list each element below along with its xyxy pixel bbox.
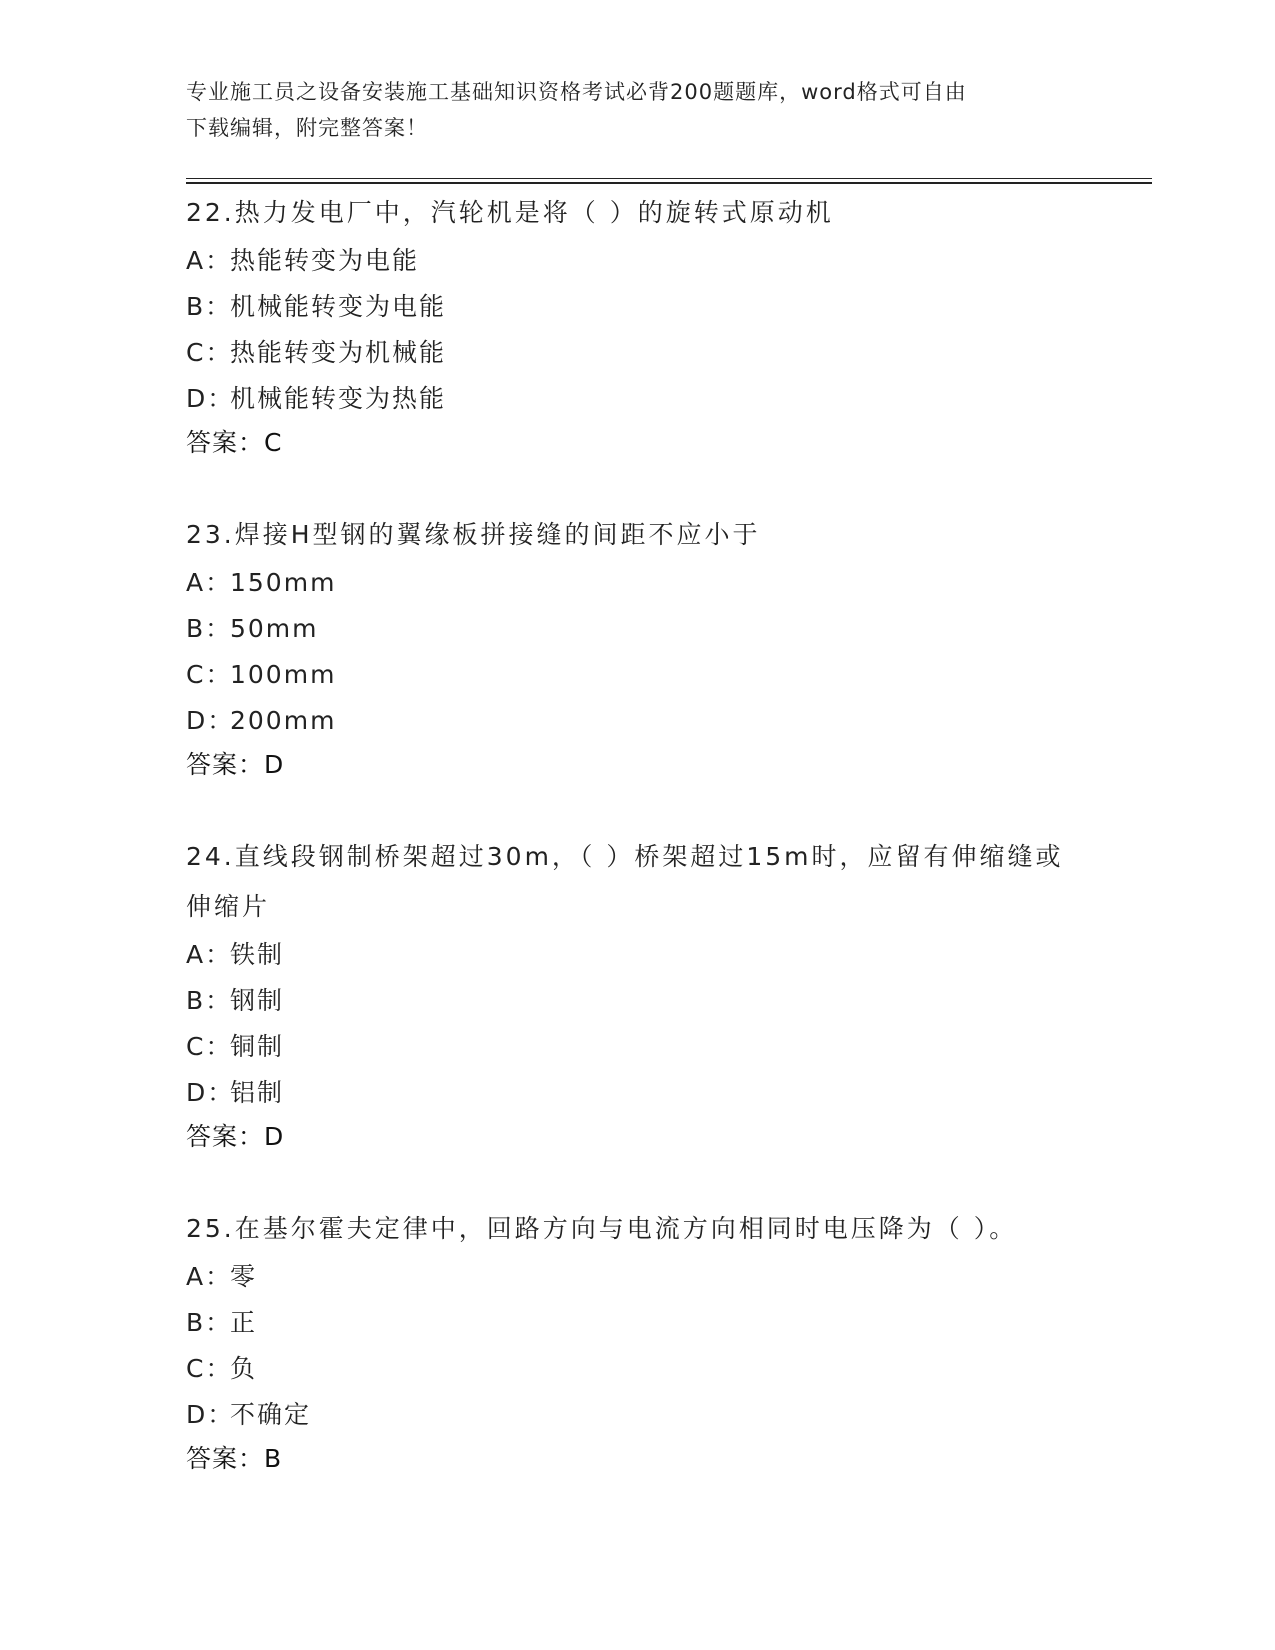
- answer-label: 答案：: [186, 750, 265, 779]
- option-letter: A：: [186, 1262, 233, 1291]
- option-c: [186, 652, 1086, 698]
- question-22: [186, 188, 1086, 464]
- question-list: [186, 188, 1086, 1526]
- option-b: [186, 606, 1086, 652]
- answer-value: B: [264, 1444, 283, 1473]
- option-c: [186, 1346, 1086, 1392]
- answer-value: D: [264, 750, 285, 779]
- option-text: 零: [230, 1262, 258, 1291]
- option-c: [186, 1024, 1086, 1070]
- option-text: 100mm: [230, 660, 337, 689]
- option-text: 热能转变为机械能: [230, 338, 447, 367]
- option-text: 负: [230, 1354, 258, 1383]
- option-d: [186, 698, 1086, 744]
- answer-line: [186, 422, 1086, 464]
- question-23: [186, 510, 1086, 786]
- answer-label: 答案：: [186, 1122, 265, 1151]
- option-b: [186, 284, 1086, 330]
- question-stem: 23.焊接H型钢的翼缘板拼接缝的间距不应小于: [186, 520, 761, 549]
- question-stem-continued: 伸缩片: [186, 892, 271, 921]
- option-text: 钢制: [230, 986, 285, 1015]
- option-letter: B：: [186, 986, 233, 1015]
- answer-label: 答案：: [186, 428, 265, 457]
- option-letter: C：: [186, 1032, 233, 1061]
- option-text: 铁制: [230, 940, 285, 969]
- question-24: [186, 832, 1086, 1158]
- option-letter: B：: [186, 614, 233, 643]
- option-a: [186, 932, 1086, 978]
- header-divider-thin: [186, 178, 1152, 179]
- option-letter: A：: [186, 246, 233, 275]
- option-letter: D：: [186, 706, 235, 735]
- option-b: [186, 978, 1086, 1024]
- option-letter: A：: [186, 568, 233, 597]
- option-letter: D：: [186, 1400, 235, 1429]
- option-text: 200mm: [230, 706, 337, 735]
- option-text: 机械能转变为热能: [230, 384, 447, 413]
- option-letter: C：: [186, 660, 233, 689]
- option-d: [186, 1392, 1086, 1438]
- header-line-2: 下载编辑，附完整答案！: [186, 116, 428, 140]
- option-b: [186, 1300, 1086, 1346]
- answer-label: 答案：: [186, 1444, 265, 1473]
- header-line-1: 专业施工员之设备安装施工基础知识资格考试必背200题题库，word格式可自由: [186, 80, 967, 104]
- option-text: 正: [230, 1308, 258, 1337]
- option-c: [186, 330, 1086, 376]
- answer-line: [186, 1438, 1086, 1480]
- document-header: [186, 74, 1066, 146]
- option-text: 50mm: [230, 614, 319, 643]
- header-divider-thick: [186, 182, 1152, 184]
- answer-line: [186, 744, 1086, 786]
- question-stem: 22.热力发电厂中，汽轮机是将（ ）的旋转式原动机: [186, 198, 834, 227]
- option-letter: D：: [186, 1078, 235, 1107]
- option-letter: C：: [186, 338, 233, 367]
- option-letter: C：: [186, 1354, 233, 1383]
- option-a: [186, 1254, 1086, 1300]
- option-letter: B：: [186, 1308, 233, 1337]
- option-text: 热能转变为电能: [230, 246, 420, 275]
- option-letter: B：: [186, 292, 233, 321]
- question-stem: 25.在基尔霍夫定律中，回路方向与电流方向相同时电压降为（ ）。: [186, 1214, 1018, 1243]
- option-text: 150mm: [230, 568, 337, 597]
- option-letter: A：: [186, 940, 233, 969]
- option-a: [186, 560, 1086, 606]
- answer-line: [186, 1116, 1086, 1158]
- option-a: [186, 238, 1086, 284]
- option-text: 铜制: [230, 1032, 285, 1061]
- option-text: 不确定: [230, 1400, 312, 1429]
- option-text: 铝制: [230, 1078, 285, 1107]
- option-d: [186, 1070, 1086, 1116]
- answer-value: C: [264, 428, 283, 457]
- question-stem: 24.直线段钢制桥架超过30m，（ ）桥架超过15m时，应留有伸缩缝或: [186, 842, 1064, 871]
- option-text: 机械能转变为电能: [230, 292, 447, 321]
- option-d: [186, 376, 1086, 422]
- answer-value: D: [264, 1122, 285, 1151]
- question-25: [186, 1204, 1086, 1480]
- option-letter: D：: [186, 384, 235, 413]
